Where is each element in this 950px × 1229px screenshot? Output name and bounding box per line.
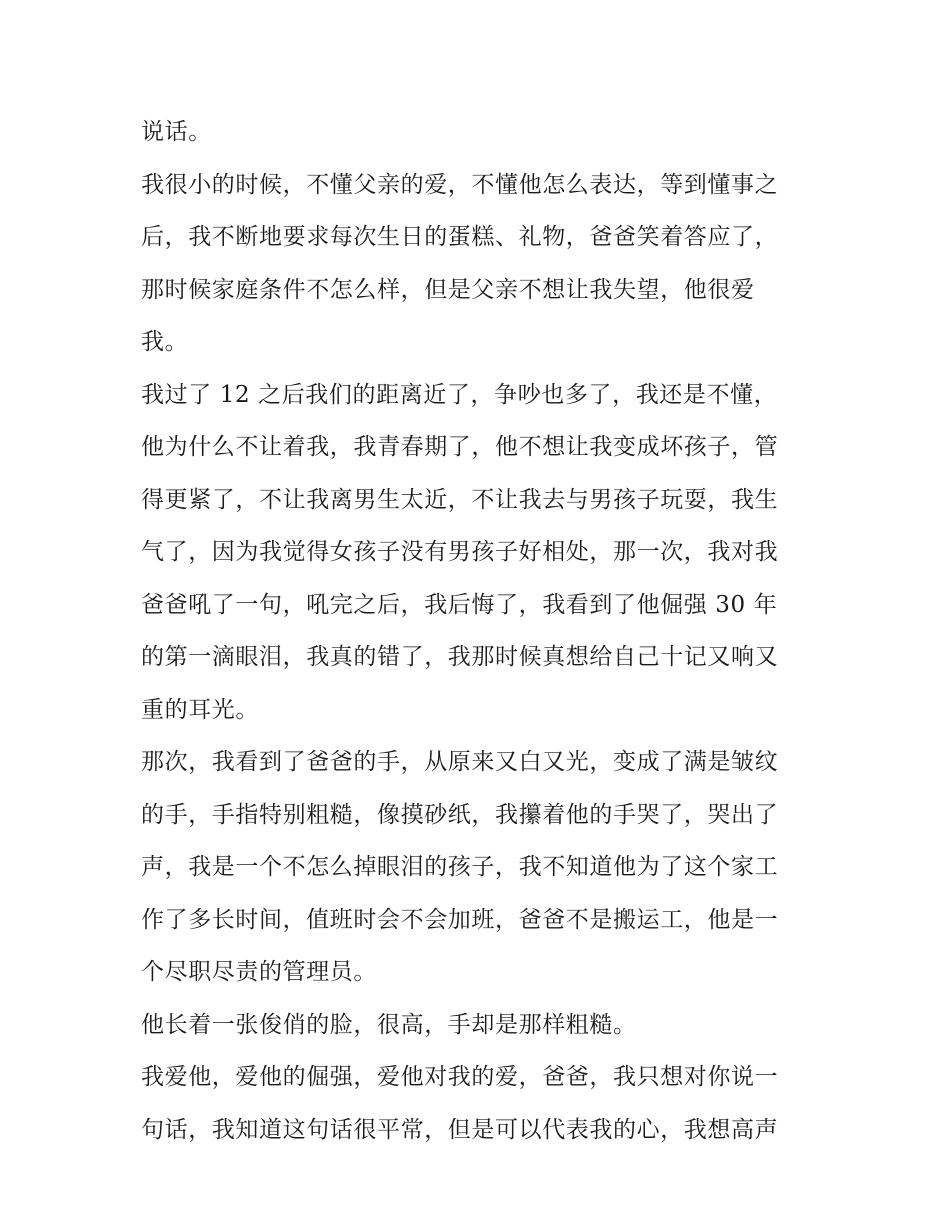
text-line: 我很小的时候，不懂父亲的爱，不懂他怎么表达，等到懂事之	[141, 171, 779, 198]
text-line: 的手，手指特别粗糙，像摸砂纸，我攥着他的手哭了，哭出了	[141, 801, 779, 828]
text-line: 的第一滴眼泪，我真的错了，我那时候真想给自己十记又响又	[141, 644, 779, 670]
text-line: 声，我是一个不怎么掉眼泪的孩子，我不知道他为了这个家工	[141, 854, 779, 880]
text-line: 他长着一张俊俏的脸，很高，手却是那样粗糙。	[141, 1011, 637, 1038]
text-line: 我爱他，爱他的倔强，爱他对我的爱，爸爸，我只想对你说一	[141, 1064, 779, 1090]
text-line: 气了，因为我觉得女孩子没有男孩子好相处，那一次，我对我	[141, 539, 779, 565]
text-line: 重的耳光。	[141, 696, 259, 723]
text-line: 后，我不断地要求每次生日的蛋糕、礼物，爸爸笑着答应了，	[141, 224, 779, 250]
text-line: 他为什么不让着我，我青春期了，他不想让我变成坏孩子，管	[141, 434, 779, 460]
text-line: 说话。	[141, 119, 212, 145]
text-line: 那次，我看到了爸爸的手，从原来又白又光，变成了满是皱纹	[141, 749, 779, 775]
text-line: 得更紧了，不让我离男生太近，不让我去与男孩子玩耍，我生	[141, 486, 779, 513]
document-body	[141, 106, 821, 1156]
text-line: 那时候家庭条件不怎么样，但是父亲不想让我失望，他很爱	[141, 276, 755, 303]
text-line: 句话，我知道这句话很平常，但是可以代表我的心，我想高声	[141, 1116, 779, 1143]
text-line: 爸爸吼了一句，吼完之后，我后悔了，我看到了他倔强 30 年	[141, 591, 778, 618]
text-line: 个尽职尽责的管理员。	[141, 959, 377, 985]
text-line: 我过了 12 之后我们的距离近了，争吵也多了，我还是不懂，	[141, 381, 778, 408]
text-line: 作了多长时间，值班时会不会加班，爸爸不是搬运工，他是一	[141, 906, 779, 933]
text-line: 我。	[141, 329, 189, 355]
